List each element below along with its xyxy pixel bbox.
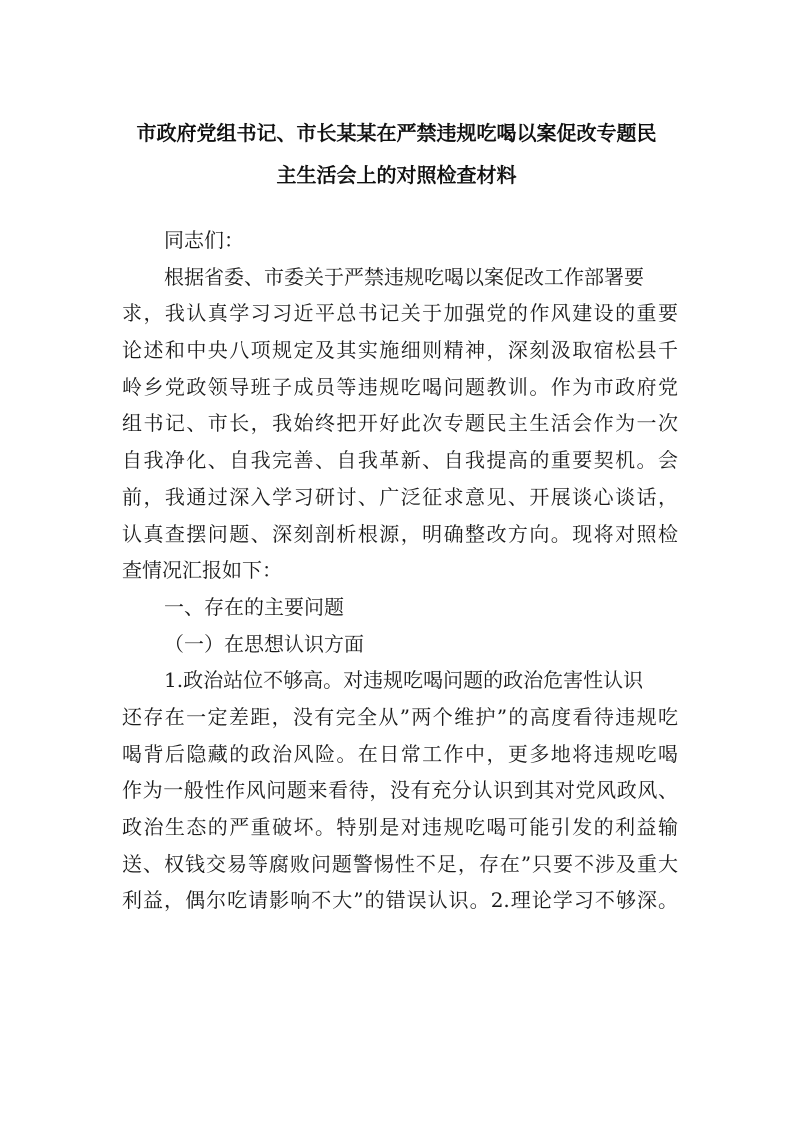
paragraph-1-line-7: 前，我通过深入学习研讨、广泛征求意见、开展谈心谈话，	[122, 484, 678, 509]
paragraph-1-line-3: 论述和中央八项规定及其实施细则精神，深刻汲取宿松县千	[122, 338, 678, 363]
paragraph-1-line-6: 自我净化、自我完善、自我革新、自我提高的重要契机。会	[122, 448, 678, 473]
section-1-heading: 一、存在的主要问题	[164, 594, 344, 619]
document-title-line-1: 市政府党组书记、市长某某在严禁违规吃喝以案促改专题民	[136, 121, 657, 145]
paragraph-1-line-1: 根据省委、市委关于严禁违规吃喝以案促改工作部署要	[164, 264, 644, 289]
document-body	[122, 222, 678, 919]
paragraph-1-line-8: 认真查摆问题、深刻剖析根源，明确整改方向。现将对照检	[122, 521, 678, 546]
paragraph-2-line-1: 1.政治站位不够高。对违规吃喝问题的政治危害性认识	[164, 668, 644, 693]
paragraph-1-line-4: 岭乡党政领导班子成员等违规吃喝问题教训。作为市政府党	[122, 374, 678, 399]
paragraph-2-line-7: 利益，偶尔吃请影响不大”的错误认识。2.理论学习不够深。	[122, 888, 678, 913]
paragraph-2-line-3: 喝背后隐藏的政治风险。在日常工作中，更多地将违规吃喝	[122, 741, 678, 766]
paragraph-1-line-9: 查情况汇报如下：	[122, 558, 282, 583]
paragraph-2-line-4: 作为一般性作风问题来看待，没有充分认识到其对党风政风、	[122, 778, 678, 803]
subsection-1-heading: （一）在思想认识方面	[164, 631, 364, 656]
paragraph-2-line-6: 送、权钱交易等腐败问题警惕性不足，存在”只要不涉及重大	[122, 851, 678, 876]
greeting: 同志们：	[164, 228, 244, 252]
paragraph-2-line-2: 还存在一定差距，没有完全从”两个维护”的高度看待违规吃	[122, 704, 678, 729]
paragraph-2-line-5: 政治生态的严重破坏。特别是对违规吃喝可能引发的利益输	[122, 815, 678, 839]
paragraph-1-line-5: 组书记、市长，我始终把开好此次专题民主生活会作为一次	[122, 411, 678, 436]
paragraph-1-line-2: 求，我认真学习习近平总书记关于加强党的作风建设的重要	[122, 301, 678, 326]
document-title-line-2: 主生活会上的对照检查材料	[276, 163, 517, 187]
